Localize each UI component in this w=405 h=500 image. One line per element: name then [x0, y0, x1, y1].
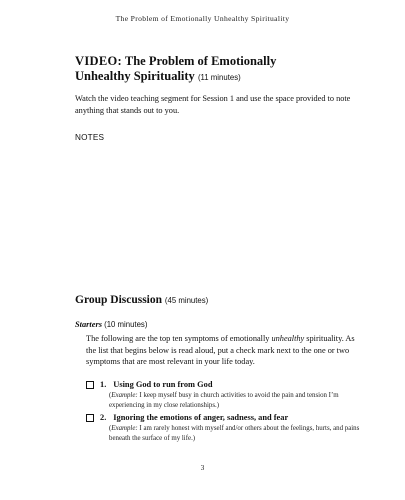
symptom-title-row: [86, 380, 371, 389]
video-title-line2: Unhealthy Spirituality: [75, 69, 195, 83]
symptom-title-row: [86, 413, 371, 422]
starters-label: Starters: [75, 320, 102, 329]
checkbox[interactable]: [86, 414, 94, 422]
starters-text-emphasis: unhealthy: [271, 334, 305, 343]
group-discussion-duration: (45 minutes): [164, 296, 209, 305]
example-label: Example:: [111, 425, 138, 432]
symptom-example: (Example: I am rarely honest with myself and/or others about the feelings, hurts, and pains beneath the surface of my life.): [109, 425, 360, 442]
checkbox[interactable]: [86, 381, 94, 389]
video-prefix: VIDEO:: [75, 54, 122, 68]
video-section-heading: [75, 54, 375, 85]
group-discussion-title: Group Discussion: [75, 294, 163, 306]
notes-label: NOTES: [75, 133, 105, 142]
starters-text-part2: spirituality. As the list that begins below is read aloud, put a check mark next to the one or two symptoms that are most relevant in your life today.: [86, 334, 355, 367]
starters-instructions: [86, 333, 358, 368]
symptom-example: (Example: I keep myself busy in church activities to avoid the pain and tension I’m experiencing in my close relationships.): [109, 392, 339, 409]
video-title-line1: The Problem of Emotionally: [121, 54, 277, 68]
running-head: The Problem of Emotionally Unhealthy Spirituality: [115, 14, 290, 23]
page-number: 3: [200, 463, 205, 472]
example-text: I am rarely honest with myself and/or others about the feelings, hurts, and pains beneath the surface of my life.): [109, 425, 360, 442]
group-discussion-heading: [75, 294, 208, 306]
video-instructions: Watch the video teaching segment for Session 1 and use the space provided to note anything that stands out to you.: [75, 94, 351, 115]
symptom-title: Using God to run from God: [113, 380, 213, 389]
starters-duration: (10 minutes): [104, 320, 148, 329]
symptom-number: 1.: [100, 380, 107, 389]
symptom-title: Ignoring the emotions of anger, sadness, and fear: [113, 413, 289, 422]
symptom-number: 2.: [100, 413, 107, 422]
example-label: Example:: [111, 392, 138, 399]
symptom-item-1: [86, 380, 371, 411]
video-duration: (11 minutes): [197, 73, 241, 82]
starters-heading: [75, 320, 147, 329]
example-text: I keep myself busy in church activities to avoid the pain and tension I’m experiencing in my close relationships.): [109, 392, 339, 409]
starters-text-part1: The following are the top ten symptoms of emotionally: [86, 334, 272, 343]
symptom-item-2: [86, 413, 371, 444]
